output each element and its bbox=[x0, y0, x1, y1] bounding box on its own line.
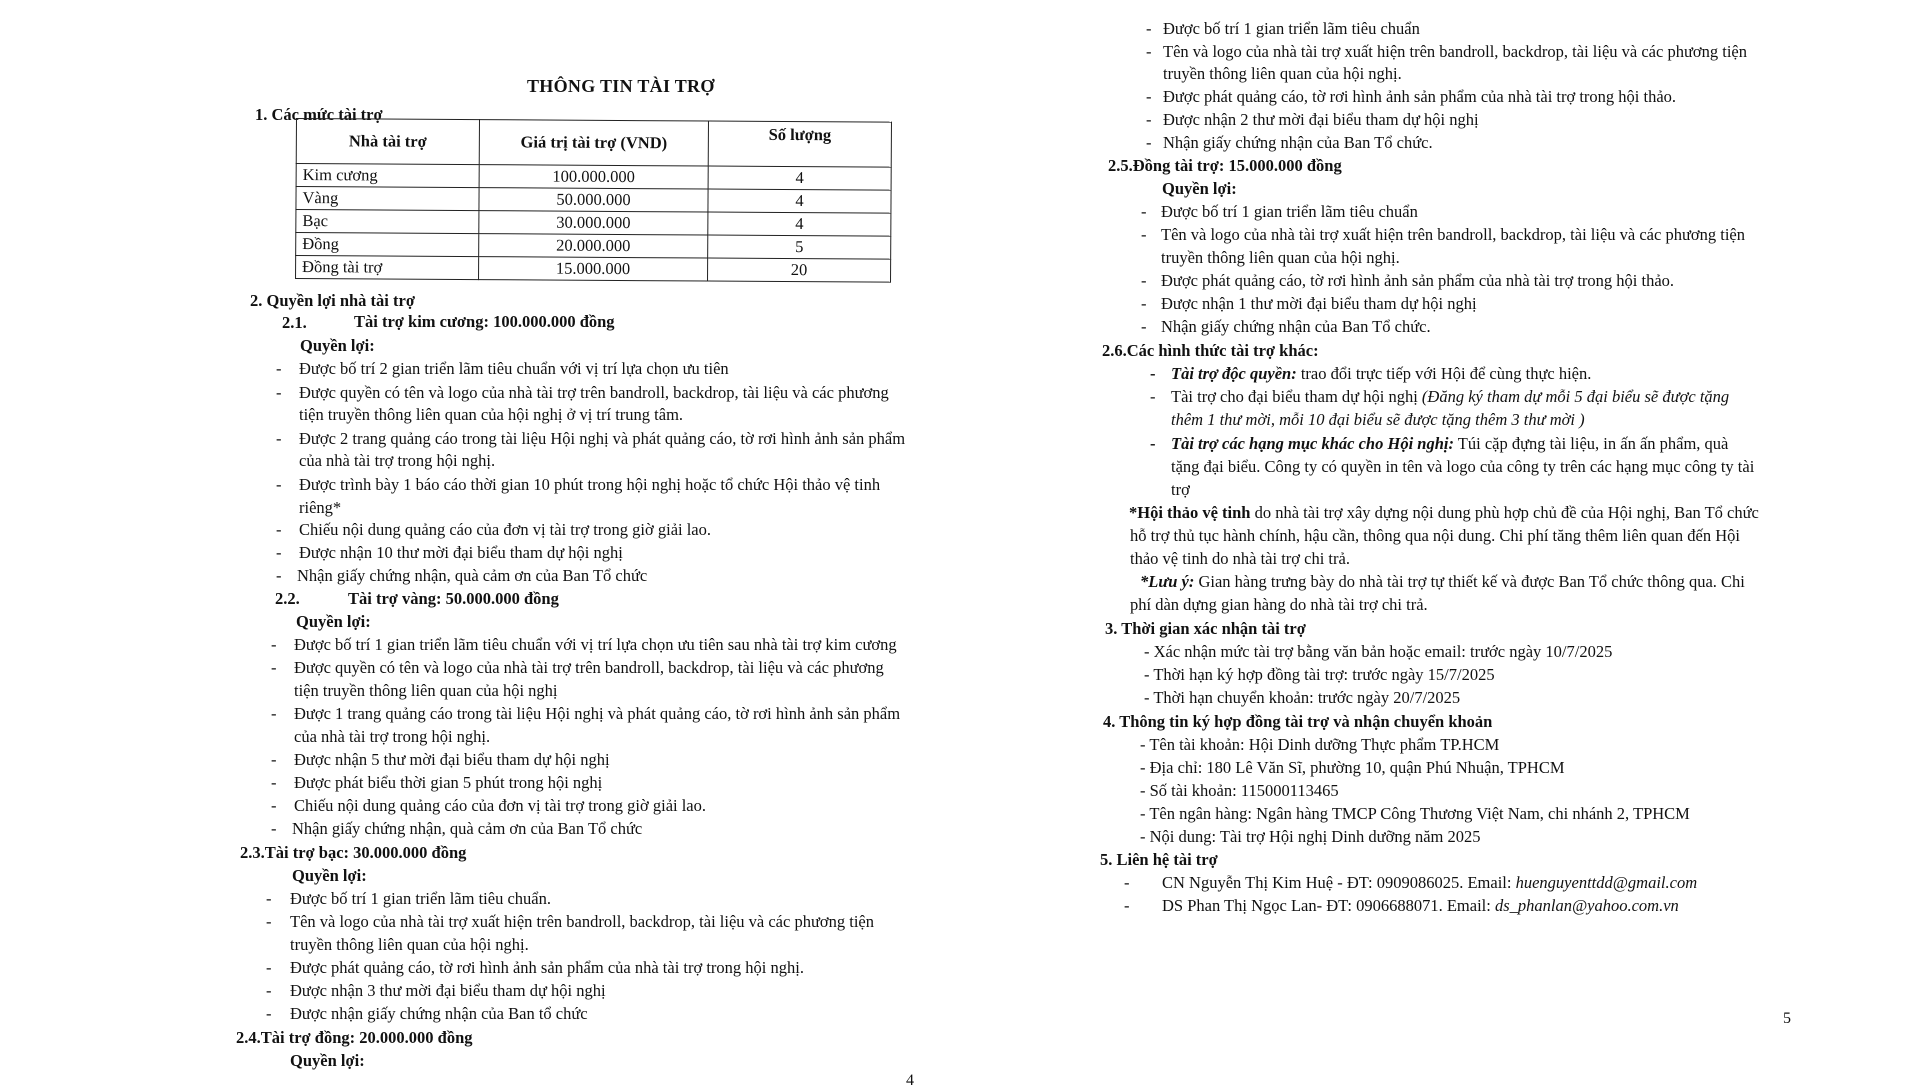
exclusive-text: trao đổi trực tiếp với Hội để cùng thực hiện. bbox=[1296, 364, 1592, 383]
list-item: Được phát quảng cáo, tờ rơi hình ảnh sản phẩm của nhà tài trợ trong hội thảo. bbox=[1163, 87, 1677, 106]
table-cell: 30.000.000 bbox=[479, 211, 708, 235]
list-item: Chiếu nội dung quảng cáo của đơn vị tài trợ trong giờ giải lao. bbox=[294, 796, 707, 815]
list-item: Được nhận 3 thư mời đại biểu tham dự hội nghị bbox=[290, 981, 606, 1000]
list-item: Được bố trí 1 gian triển lãm tiêu chuẩn bbox=[1163, 19, 1420, 38]
items-text: Túi cặp đựng tài liệu, in ấn ấn phẩm, quà bbox=[1453, 434, 1729, 453]
section-2-2-heading: Tài trợ vàng: 50.000.000 đồng bbox=[348, 589, 559, 608]
list-item: - Thời hạn chuyển khoản: trước ngày 20/7/2025 bbox=[1144, 688, 1461, 707]
list-item: Được nhận giấy chứng nhận của Ban tổ chức bbox=[290, 1004, 588, 1023]
booth-note-cont: phí dàn dựng gian hàng do nhà tài trợ chi trả. bbox=[1130, 595, 1428, 614]
other-sponsorship-exclusive bbox=[1171, 363, 1591, 384]
list-item: - Tên tài khoản: Hội Dinh dưỡng Thực phẩm TP.HCM bbox=[1140, 735, 1500, 754]
benefits-label: Quyền lợi: bbox=[300, 336, 375, 355]
contact-1-text: CN Nguyễn Thị Kim Huệ - ĐT: 0909086025. Email: bbox=[1162, 873, 1516, 892]
table-header-row bbox=[296, 119, 891, 168]
list-item: - Thời hạn ký hợp đồng tài trợ: trước ngày 15/7/2025 bbox=[1144, 665, 1495, 684]
list-item: Được 2 trang quảng cáo trong tài liệu Hội nghị và phát quảng cáo, tờ rơi hình ảnh sản phẩm bbox=[299, 429, 906, 448]
list-item: Được phát biểu thời gian 5 phút trong hội nghị bbox=[294, 773, 603, 792]
list-item: Được bố trí 1 gian triển lãm tiêu chuẩn bbox=[1161, 202, 1418, 221]
table-cell: 20.000.000 bbox=[479, 234, 708, 258]
list-item: Được nhận 10 thư mời đại biểu tham dự hội nghị bbox=[299, 543, 623, 562]
list-item: Tên và logo của nhà tài trợ xuất hiện trên bandroll, backdrop, tài liệu và các phương tiện bbox=[1163, 42, 1747, 61]
table-cell: 50.000.000 bbox=[479, 188, 708, 212]
section-4-heading: 4. Thông tin ký hợp đồng tài trợ và nhận chuyển khoản bbox=[1103, 712, 1493, 731]
list-item: Được quyền có tên và logo của nhà tài trợ trên bandroll, backdrop, tài liệu và các phương bbox=[294, 658, 884, 677]
table-cell: Bạc bbox=[296, 210, 479, 234]
list-item: của nhà tài trợ trong hội nghị. bbox=[294, 727, 491, 746]
list-item: tiện truyền thông liên quan của hội nghị bbox=[294, 681, 558, 700]
list-item: Được nhận 5 thư mời đại biểu tham dự hội nghị bbox=[294, 750, 610, 769]
list-item: Nhận giấy chứng nhận của Ban Tổ chức. bbox=[1161, 317, 1431, 336]
contact-2-email[interactable]: ds_phanlan@yahoo.com.vn bbox=[1494, 896, 1679, 915]
list-item: tiện truyền thông liên quan của hội nghị ở vị trí trung tâm. bbox=[299, 405, 684, 424]
satellite-note-label: *Hội thảo vệ tinh bbox=[1129, 503, 1251, 522]
satellite-note-cont: hỗ trợ thủ tục hành chính, hậu cần, thông qua nội dung. Chi phí tăng thêm liên quan đến Hội bbox=[1130, 526, 1740, 545]
list-item: Được nhận 2 thư mời đại biểu tham dự hội nghị bbox=[1163, 110, 1479, 129]
booth-note bbox=[1140, 571, 1745, 592]
contact-2-text: DS Phan Thị Ngọc Lan- ĐT: 0906688071. Email: bbox=[1162, 896, 1495, 915]
table-cell: 100.000.000 bbox=[479, 165, 708, 189]
page-4: THÔNG TIN TÀI TRỢ 1. Các mức tài trợ Nhà tài trợ Giá trị tài trợ (VND) Số lượng Kim cương 100.000.000 4 Vàng 50.000.000 4 Bạc 30.000.000 4 Đồng 20.000.000 5 Đồng tài trợ 15.000.000 20 2. Quyền lợi nhà tài trợ 2.1. Tài trợ kim cương: 100.000.000 đồng Quyền lợi: - Được bố trí 2 gian triển lãm tiêu chuẩn với vị trí lựa chọn ưu tiên - Được quyền có tên và logo của nhà tài trợ trên bandroll, backdrop, tài liệu và các phương tiện truyền thông liên quan của hội nghị ở vị trí trung tâm. - Được 2 trang quảng cáo trong tài liệu Hội nghị và phát quảng cáo, tờ rơi hình ảnh sản phẩm của nhà tài trợ trong hội nghị. - Được trình bày 1 báo cáo thời gian 10 phút trong hội nghị hoặc tổ chức Hội thảo vệ tinh riêng* - Chiếu nội dung quảng cáo của đơn vị tài trợ trong giờ giải lao. - Được nhận 10 thư mời đại biểu tham dự hội nghị - Nhận giấy chứng nhận, quà cảm ơn của Ban Tổ chức 2.2. Tài trợ vàng: 50.000.000 đồng Quyền lợi: - Được bố trí 1 gian triển lãm tiêu chuẩn với vị trí lựa chọn ưu tiên sau nhà tài trợ kim cương - Được quyền có tên và logo của nhà tài trợ trên bandroll, backdrop, tài liệu và các phương tiện truyền thông liên quan của hội nghị - Được 1 trang quảng cáo trong tài liệu Hội nghị và phát quảng cáo, tờ rơi hình ảnh sản phẩm của nhà tài trợ trong hội nghị. - Được nhận 5 thư mời đại biểu tham dự hội nghị - Được phát biểu thời gian 5 phút trong hội nghị - Chiếu nội dung quảng cáo của đơn vị tài trợ trong giờ giải lao. - Nhận giấy chứng nhận, quà cảm ơn của Ban Tổ chức 2.3.Tài trợ bạc: 30.000.000 đồng Quyền lợi: - Được bố trí 1 gian triển lãm tiêu chuẩn. - Tên và logo của nhà tài trợ xuất hiện trên bandroll, backdrop, tài liệu và các phương tiện truyền thông liên quan của hội nghị. - Được phát quảng cáo, tờ rơi hình ảnh sản phẩm của nhà tài trợ trong hội nghị. - Được nhận 3 thư mời đại biểu tham dự hội nghị - Được nhận giấy chứng nhận của Ban tổ chức 2.4.Tài trợ đồng: 20.000.000 đồng Quyền lợi: 4 bbox=[236, 76, 914, 1089]
list-item: - Số tài khoản: 115000113465 bbox=[1140, 781, 1339, 800]
table-row bbox=[296, 256, 891, 283]
section-2-6-heading: 2.6.Các hình thức tài trợ khác: bbox=[1102, 341, 1319, 360]
list-item: Được bố trí 1 gian triển lãm tiêu chuẩn. bbox=[290, 889, 551, 908]
items-text-cont: tặng đại biểu. Công ty có quyền in tên và logo của công ty trên các hạng mục công ty tài bbox=[1171, 457, 1755, 476]
satellite-note bbox=[1129, 502, 1759, 523]
delegates-note-cont: thêm 1 thư mời, mỗi 10 đại biểu sẽ được tặng thêm 3 thư mời ) bbox=[1171, 410, 1585, 429]
section-2-2-number: 2.2. bbox=[275, 589, 300, 608]
table-cell: 4 bbox=[708, 212, 891, 236]
other-sponsorship-delegates bbox=[1171, 386, 1729, 407]
list-item: Được bố trí 1 gian triển lãm tiêu chuẩn với vị trí lựa chọn ưu tiên sau nhà tài trợ kim cương bbox=[294, 635, 897, 654]
page-number: 4 bbox=[906, 1072, 914, 1089]
list-item: Được quyền có tên và logo của nhà tài trợ trên bandroll, backdrop, tài liệu và các phương bbox=[299, 383, 889, 402]
section-2-heading: 2. Quyền lợi nhà tài trợ bbox=[250, 291, 415, 310]
satellite-note-text: do nhà tài trợ xây dựng nội dung phù hợp chủ đề của Hội nghị, Ban Tổ chức bbox=[1250, 503, 1759, 522]
list-item: - Nội dung: Tài trợ Hội nghị Dinh dưỡng năm 2025 bbox=[1140, 827, 1481, 846]
table-cell: 5 bbox=[708, 235, 891, 259]
list-item: Được 1 trang quảng cáo trong tài liệu Hội nghị và phát quảng cáo, tờ rơi hình ảnh sản phẩm bbox=[294, 704, 901, 723]
delegates-note: (Đăng ký tham dự mỗi 5 đại biểu sẽ được tặng bbox=[1421, 387, 1730, 406]
page-5: - Được bố trí 1 gian triển lãm tiêu chuẩn - Tên và logo của nhà tài trợ xuất hiện trên bandroll, backdrop, tài liệu và các phương tiện truyền thông liên quan của hội nghị. - Được phát quảng cáo, tờ rơi hình ảnh sản phẩm của nhà tài trợ trong hội thảo. - Được nhận 2 thư mời đại biểu tham dự hội nghị - Nhận giấy chứng nhận của Ban Tổ chức. 2.5.Đồng tài trợ: 15.000.000 đồng Quyền lợi: - Được bố trí 1 gian triển lãm tiêu chuẩn - Tên và logo của nhà tài trợ xuất hiện trên bandroll, backdrop, tài liệu và các phương tiện truyền thông liên quan của hội nghị. - Được phát quảng cáo, tờ rơi hình ảnh sản phẩm của nhà tài trợ trong hội thảo. - Được nhận 1 thư mời đại biểu tham dự hội nghị - Nhận giấy chứng nhận của Ban Tổ chức. 2.6.Các hình thức tài trợ khác: - Tài trợ độc quyền: trao đổi trực tiếp với Hội để cùng thực hiện. - Tài trợ cho đại biểu tham dự hội nghị (Đăng ký tham dự mỗi 5 đại biểu sẽ được tặng thêm 1 thư mời, mỗi 10 đại biểu sẽ được tặng thêm 3 thư mời ) - Tài trợ các hạng mục khác cho Hội nghị: Túi cặp đựng tài liệu, in ấn ấn phẩm, quà tặng đại biểu. Công ty có quyền in tên và logo của công ty trên các hạng mục công ty tài trợ *Hội thảo vệ tinh do nhà tài trợ xây dựng nội dung phù hợp chủ đề của Hội nghị, Ban Tổ chức hỗ trợ thủ tục hành chính, hậu cần, thông qua nội dung. Chi phí tăng thêm liên quan đến Hội thảo vệ tinh do nhà tài trợ chi trả. *Lưu ý: Gian hàng trưng bày do nhà tài trợ tự thiết kế và được Ban Tổ chức thông qua. Chi phí dàn dựng gian hàng do nhà tài trợ chi trả. 3. Thời gian xác nhận tài trợ - Xác nhận mức tài trợ bằng văn bản hoặc email: trước ngày 10/7/2025 - Thời hạn ký hợp đồng tài trợ: trước ngày 15/7/2025 - Thời hạn chuyển khoản: trước ngày 20/7/2025 4. Thông tin ký hợp đồng tài trợ và nhận chuyển khoản - Tên tài khoản: Hội Dinh dưỡng Thực phẩm TP.HCM - Địa chỉ: 180 Lê Văn Sĩ, phường 10, quận Phú Nhuận, TPHCM - Số tài khoản: 115000113465 - Tên ngân hàng: Ngân hàng TMCP Công Thương Việt Nam, chi nhánh 2, TPHCM - Nội dung: Tài trợ Hội nghị Dinh dưỡng năm 2025 5. Liên hệ tài trợ - CN Nguyễn Thị Kim Huệ - ĐT: 0909086025. Email: huenguyenttdd@gmail.com - DS Phan Thị Ngọc Lan- ĐT: 0906688071. Email: ds_phanlan@yahoo.com.vn 5 bbox=[1100, 19, 1791, 1027]
delegates-text: Tài trợ cho đại biểu tham dự hội nghị bbox=[1171, 387, 1422, 406]
table-cell: Kim cương bbox=[296, 164, 479, 188]
section-2-4-heading: 2.4.Tài trợ đồng: 20.000.000 đồng bbox=[236, 1028, 473, 1047]
document-title: THÔNG TIN TÀI TRỢ bbox=[527, 76, 715, 96]
items-text-cont: trợ bbox=[1171, 480, 1190, 499]
list-item: Được bố trí 2 gian triển lãm tiêu chuẩn với vị trí lựa chọn ưu tiên bbox=[299, 359, 729, 378]
benefits-label: Quyền lợi: bbox=[290, 1051, 365, 1070]
sponsorship-levels-table bbox=[295, 118, 892, 283]
section-2-1-number: 2.1. bbox=[282, 313, 307, 332]
benefits-label: Quyền lợi: bbox=[296, 612, 371, 631]
table-header: Giá trị tài trợ (VND) bbox=[479, 120, 708, 166]
list-item: Nhận giấy chứng nhận, quà cảm ơn của Ban Tổ chức bbox=[297, 566, 648, 585]
table-cell: 4 bbox=[708, 166, 891, 190]
list-item: - Tên ngân hàng: Ngân hàng TMCP Công Thương Việt Nam, chi nhánh 2, TPHCM bbox=[1140, 804, 1690, 823]
list-item: của nhà tài trợ trong hội nghị. bbox=[299, 451, 496, 470]
other-sponsorship-items bbox=[1171, 433, 1728, 454]
booth-note-text: Gian hàng trưng bày do nhà tài trợ tự thiết kế và được Ban Tổ chức thông qua. Chi bbox=[1194, 572, 1745, 591]
list-item: Được phát quảng cáo, tờ rơi hình ảnh sản phẩm của nhà tài trợ trong hội thảo. bbox=[1161, 271, 1675, 290]
section-3-heading: 3. Thời gian xác nhận tài trợ bbox=[1105, 619, 1306, 638]
section-2-3-heading: 2.3.Tài trợ bạc: 30.000.000 đồng bbox=[240, 843, 467, 862]
section-1-heading: 1. Các mức tài trợ bbox=[255, 105, 383, 124]
contact-1 bbox=[1162, 872, 1697, 893]
list-item: - Địa chỉ: 180 Lê Văn Sĩ, phường 10, quận Phú Nhuận, TPHCM bbox=[1140, 758, 1565, 777]
section-2-5-heading: 2.5.Đồng tài trợ: 15.000.000 đồng bbox=[1108, 156, 1342, 175]
list-item: Được phát quảng cáo, tờ rơi hình ảnh sản phẩm của nhà tài trợ trong hội nghị. bbox=[290, 958, 804, 977]
table-cell: Vàng bbox=[296, 187, 479, 211]
list-item: truyền thông liên quan của hội nghị. bbox=[290, 935, 529, 954]
table-cell: Đồng bbox=[296, 233, 479, 257]
list-item: Tên và logo của nhà tài trợ xuất hiện trên bandroll, backdrop, tài liệu và các phương tiện bbox=[290, 912, 874, 931]
table-cell: 15.000.000 bbox=[479, 257, 708, 281]
contact-1-email[interactable]: huenguyenttdd@gmail.com bbox=[1515, 873, 1698, 892]
section-5-heading: 5. Liên hệ tài trợ bbox=[1100, 850, 1218, 869]
contact-2 bbox=[1162, 895, 1679, 916]
list-item: Chiếu nội dung quảng cáo của đơn vị tài trợ trong giờ giải lao. bbox=[299, 520, 712, 539]
list-item: - Xác nhận mức tài trợ bằng văn bản hoặc email: trước ngày 10/7/2025 bbox=[1144, 642, 1613, 661]
list-item: truyền thông liên quan của hội nghị. bbox=[1163, 64, 1402, 83]
table-header: Số lượng bbox=[708, 121, 891, 167]
list-item: Nhận giấy chứng nhận, quà cảm ơn của Ban Tổ chức bbox=[292, 819, 643, 838]
page-number: 5 bbox=[1783, 1010, 1791, 1027]
list-item: Được trình bày 1 báo cáo thời gian 10 phút trong hội nghị hoặc tổ chức Hội thảo vệ tinh bbox=[299, 475, 881, 494]
list-item: Tên và logo của nhà tài trợ xuất hiện trên bandroll, backdrop, tài liệu và các phương tiện bbox=[1161, 225, 1745, 244]
list-item: Được nhận 1 thư mời đại biểu tham dự hội nghị bbox=[1161, 294, 1477, 313]
list-item: riêng* bbox=[299, 498, 342, 517]
booth-note-label: *Lưu ý: bbox=[1140, 572, 1195, 591]
benefits-label: Quyền lợi: bbox=[292, 866, 367, 885]
exclusive-label: Tài trợ độc quyền: bbox=[1171, 364, 1297, 383]
benefits-label: Quyền lợi: bbox=[1162, 179, 1237, 198]
table-header: Nhà tài trợ bbox=[296, 119, 479, 165]
list-item: truyền thông liên quan của hội nghị. bbox=[1161, 248, 1400, 267]
items-label: Tài trợ các hạng mục khác cho Hội nghị: bbox=[1171, 434, 1454, 453]
section-2-1-heading: Tài trợ kim cương: 100.000.000 đồng bbox=[354, 312, 615, 331]
satellite-note-cont: thảo vệ tinh do nhà tài trợ chi trả. bbox=[1130, 549, 1350, 568]
list-item: Nhận giấy chứng nhận của Ban Tổ chức. bbox=[1163, 133, 1433, 152]
table-cell: 4 bbox=[708, 189, 891, 213]
table-cell: 20 bbox=[708, 258, 891, 282]
table-cell: Đồng tài trợ bbox=[296, 256, 479, 280]
